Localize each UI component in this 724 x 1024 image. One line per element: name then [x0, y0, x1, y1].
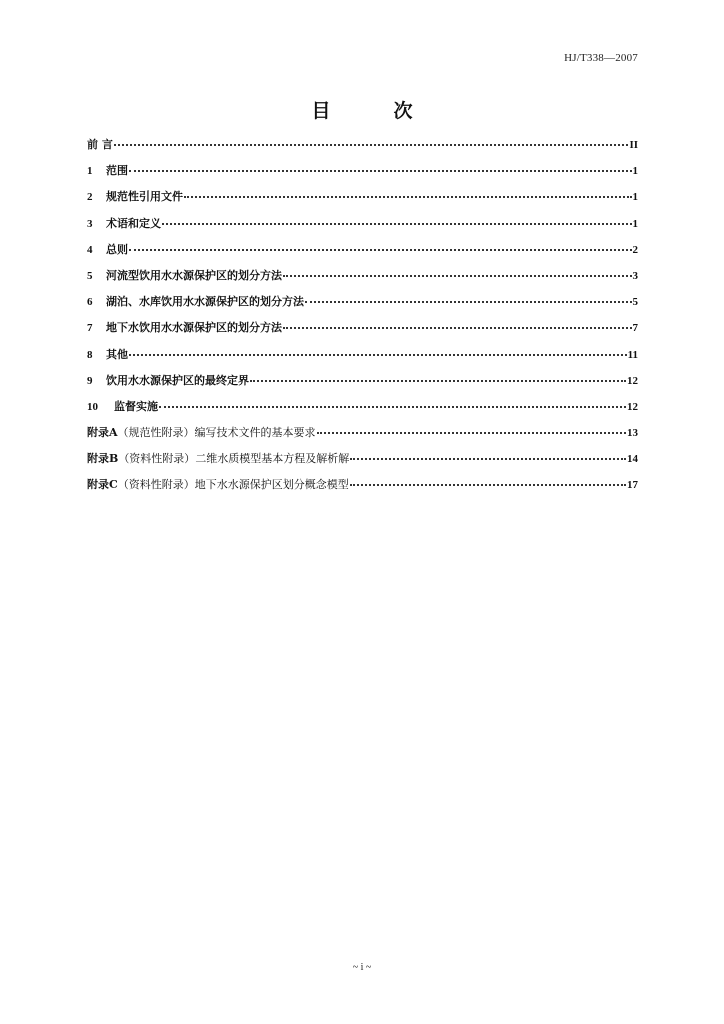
toc-entry-10[interactable] [87, 398, 638, 424]
toc-entry-number: 7 [87, 322, 93, 335]
toc-entry-page: 2 [632, 243, 638, 256]
toc-entry-9[interactable] [87, 372, 638, 398]
toc-leader-dots [350, 480, 626, 486]
toc-entry-appendix-b[interactable] [87, 450, 638, 476]
toc-entry-title [87, 450, 349, 466]
toc-entry-title: 监督实施 [114, 399, 158, 413]
toc-entry-title: 术语和定义 [106, 216, 161, 230]
toc-entry-page: 1 [632, 191, 638, 204]
toc-entry-title: 湖泊、水库饮用水水源保护区的划分方法 [106, 295, 304, 309]
toc-entry-number: 5 [87, 269, 93, 282]
toc-entry-title: 规范性引用文件 [106, 190, 183, 204]
toc-entry-7[interactable] [87, 319, 638, 345]
toc-leader-dots [250, 376, 626, 382]
table-of-contents [87, 136, 638, 503]
toc-leader-dots [305, 297, 632, 303]
toc-entry-title: 河流型饮用水水源保护区的划分方法 [106, 268, 282, 282]
toc-entry-page: 13 [627, 427, 638, 440]
toc-entry-foreword[interactable] [87, 136, 638, 162]
toc-leader-dots [184, 192, 632, 198]
toc-entry-2[interactable] [87, 188, 638, 214]
toc-entry-3[interactable] [87, 215, 638, 241]
toc-leader-dots [317, 428, 626, 434]
toc-entry-4[interactable] [87, 241, 638, 267]
toc-entry-6[interactable] [87, 293, 638, 319]
toc-entry-number: 9 [87, 374, 93, 387]
appendix-title: 编写技术文件的基本要求 [194, 426, 316, 440]
toc-entry-number: 8 [87, 348, 93, 361]
toc-entry-number: 10 [87, 400, 98, 413]
toc-entry-page: 7 [632, 322, 638, 335]
toc-entry-page: 1 [632, 165, 638, 178]
toc-entry-page: 17 [627, 479, 638, 492]
toc-entry-number: 1 [87, 165, 93, 178]
appendix-title: 二维水质模型基本方程及解析解 [195, 452, 350, 466]
toc-leader-dots [283, 323, 632, 329]
toc-entry-page: 11 [627, 348, 638, 361]
appendix-title: 地下水水源保护区划分概念模型 [194, 478, 349, 492]
toc-leader-dots [129, 350, 627, 356]
toc-leader-dots [129, 166, 632, 172]
toc-leader-dots [350, 454, 626, 460]
toc-entry-title [87, 476, 349, 492]
toc-entry-5[interactable] [87, 267, 638, 293]
toc-entry-page: 12 [627, 400, 638, 413]
toc-entry-page: II [629, 139, 638, 151]
toc-entry-title: 地下水饮用水水源保护区的划分方法 [106, 321, 282, 335]
toc-entry-page: 14 [627, 453, 638, 466]
toc-leader-dots [129, 245, 632, 251]
document-code-header: HJ/T338—2007 [564, 52, 638, 64]
toc-entry-8[interactable] [87, 346, 638, 372]
toc-entry-1[interactable] [87, 162, 638, 188]
appendix-type: （资料性附录） [117, 478, 195, 492]
page-number-footer: ~ i ~ [352, 962, 372, 973]
toc-entry-page: 12 [627, 374, 638, 387]
toc-leader-dots [162, 219, 632, 225]
toc-entry-appendix-a[interactable] [87, 424, 638, 450]
toc-entry-page: 5 [632, 296, 638, 309]
toc-entry-page: 1 [632, 217, 638, 230]
appendix-label: 附录A [87, 426, 118, 440]
toc-entry-title: 前 言 [87, 138, 113, 151]
toc-leader-dots [159, 402, 626, 408]
appendix-label: 附录B [87, 452, 119, 466]
toc-entry-number: 4 [87, 243, 93, 256]
toc-entry-title [87, 424, 316, 440]
toc-entry-number: 2 [87, 191, 93, 204]
toc-entry-page: 3 [632, 269, 638, 282]
toc-entry-title: 其他 [106, 347, 128, 361]
toc-entry-title: 总则 [106, 242, 128, 256]
toc-entry-title: 范围 [106, 164, 128, 178]
page-title: 目 次 [311, 100, 435, 122]
toc-entry-title: 饮用水水源保护区的最终定界 [106, 373, 249, 387]
toc-entry-number: 3 [87, 217, 93, 230]
toc-entry-appendix-c[interactable] [87, 476, 638, 502]
appendix-type: （资料性附录） [118, 452, 196, 466]
toc-entry-number: 6 [87, 296, 93, 309]
toc-leader-dots [114, 140, 629, 146]
toc-leader-dots [283, 271, 632, 277]
appendix-type: （规范性附录） [117, 426, 195, 440]
appendix-label: 附录C [87, 478, 118, 492]
